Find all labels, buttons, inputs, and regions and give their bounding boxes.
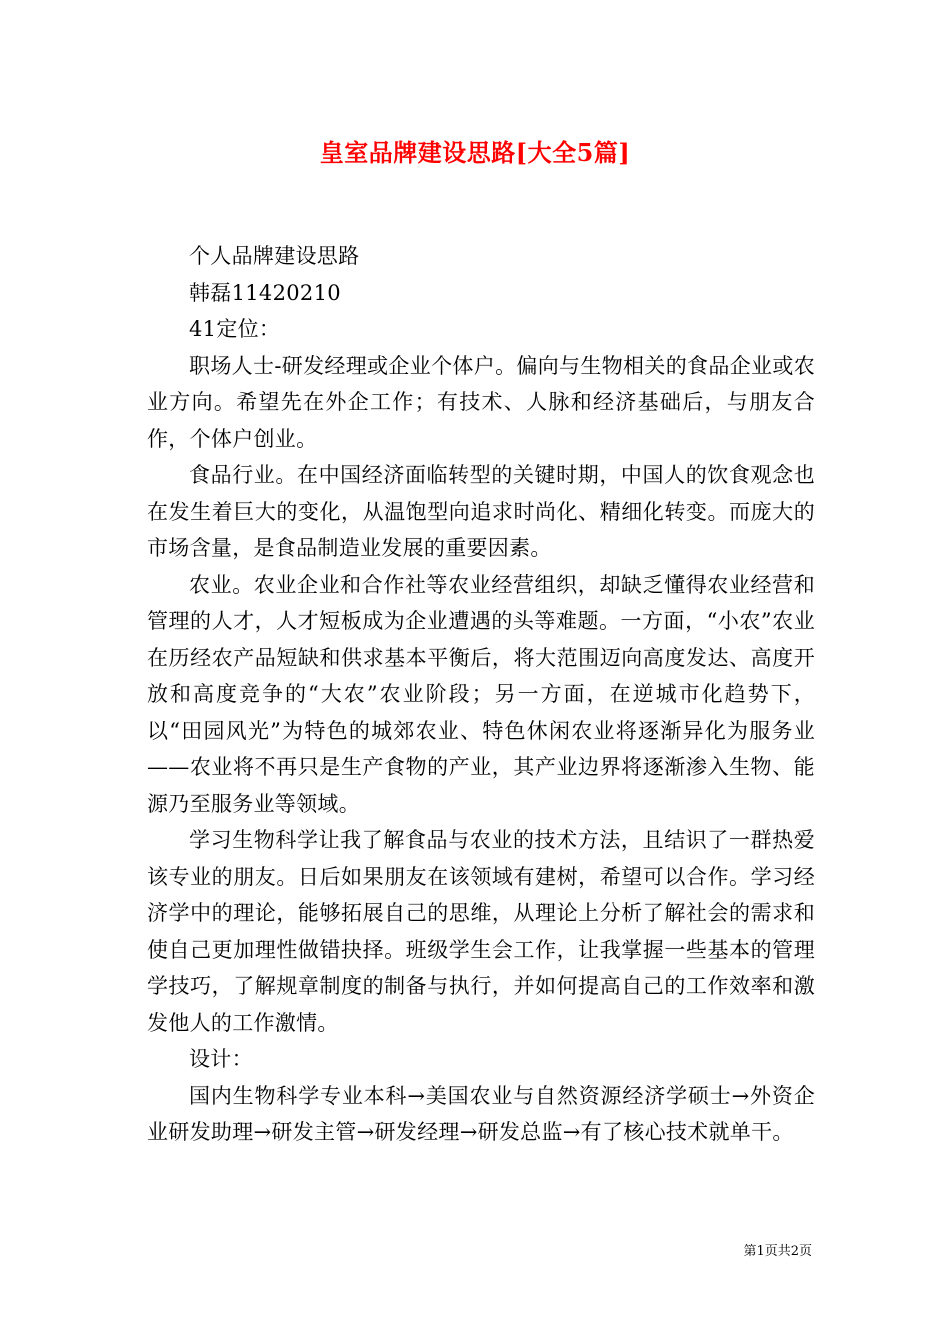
paragraph-study: 学习生物科学让我了解食品与农业的技术方法，且结识了一群热爱该专业的朋友。日后如果朋友在该领域有建树，希望可以合作。学习经济学中的理论，能够拓展自己的思维，从理论上分析了解社会的需求和使自己更加理性做错抉择。班级学生会工作，让我掌握一些基本的管理学技巧，了解规章制度的制备与执行，并如何提高自己的工作效率和激发他人的工作激情。	[147, 828, 815, 1035]
paragraph-positioning-label: 41定位：	[189, 317, 281, 341]
paragraph-agriculture: 农业。农业企业和合作社等农业经营组织，却缺乏懂得农业经营和管理的人才，人才短板成为企业遭遇的头等难题。一方面，“小农”农业在历经农产品短缺和供求基本平衡后，将大范围迈向高度发达、高度开放和高度竞争的“大农”农业阶段；另一方面，在逆城市化趋势下，以“田园风光”为特色的城郊农业、特色休闲农业将逐渐异化为服务业——农业将不再只是生产食物的产业，其产业边界将逐渐渗入生物、能源乃至服务业等领域。	[147, 572, 815, 816]
document-title: 皇室品牌建设思路[大全5篇]	[319, 138, 631, 167]
document-body	[147, 238, 815, 1151]
paragraph-design-label: 设计：	[189, 1047, 253, 1071]
paragraph-food-industry: 食品行业。在中国经济面临转型的关键时期，中国人的饮食观念也在发生着巨大的变化，从温饱型向追求时尚化、精细化转变。而庞大的市场含量，是食品制造业发展的重要因素。	[147, 463, 815, 560]
paragraph-career-path: 国内生物科学专业本科→美国农业与自然资源经济学硕士→外资企业研发助理→研发主管→研发经理→研发总监→有了核心技术就单干。	[147, 1083, 815, 1144]
paragraph-heading: 个人品牌建设思路	[189, 244, 360, 268]
paragraph-author: 韩磊11420210	[189, 280, 341, 305]
paragraph-career-target: 职场人士-研发经理或企业个体户。偏向与生物相关的食品企业或农业方向。希望先在外企工作；有技术、人脉和经济基础后，与朋友合作，个体户创业。	[147, 353, 815, 451]
page-number-footer: 第1页共2页	[743, 1244, 812, 1259]
